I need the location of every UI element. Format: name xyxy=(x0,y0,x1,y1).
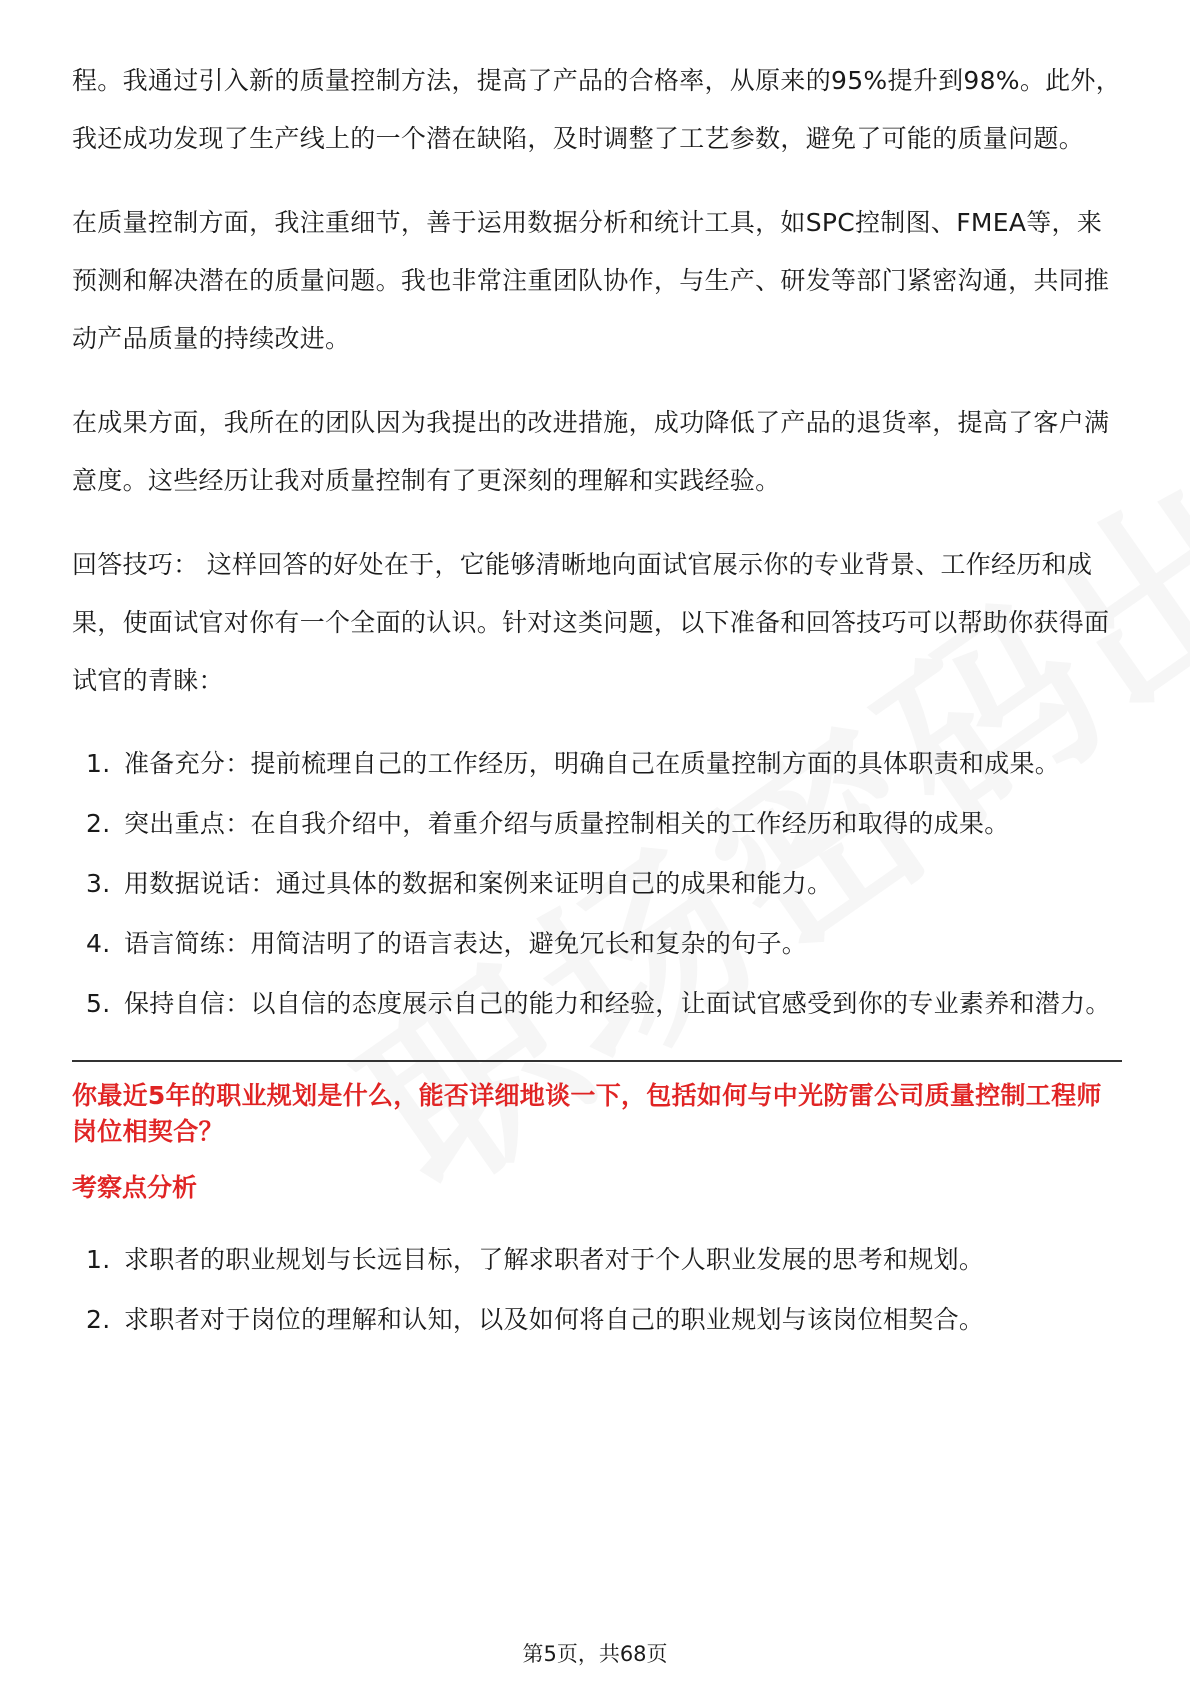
list-number: 5. xyxy=(86,989,111,1018)
list-text: 用数据说话：通过具体的数据和案例来证明自己的成果和能力。 xyxy=(124,869,833,898)
list-item xyxy=(72,736,1122,792)
list-item xyxy=(72,1232,1122,1288)
list-text: 语言简练：用简洁明了的语言表达，避免冗长和复杂的句子。 xyxy=(124,929,808,958)
list-text: 求职者对于岗位的理解和认知，以及如何将自己的职业规划与该岗位相契合。 xyxy=(124,1305,985,1334)
list-number: 2. xyxy=(86,809,111,838)
list-item xyxy=(72,856,1122,912)
analysis-list xyxy=(72,1232,1122,1348)
paragraph-results: 在成果方面，我所在的团队因为我提出的改进措施，成功降低了产品的退货率，提高了客户满意度。这些经历让我对质量控制有了更深刻的理解和实践经验。 xyxy=(72,408,1110,495)
list-number: 3. xyxy=(86,869,111,898)
list-text: 求职者的职业规划与长远目标，了解求职者对于个人职业发展的思考和规划。 xyxy=(124,1245,985,1274)
document-page xyxy=(72,52,1122,1352)
page-footer: 第5页，共68页 xyxy=(522,1642,668,1666)
list-item xyxy=(72,796,1122,852)
list-number: 1. xyxy=(86,1245,111,1274)
interview-question: 你最近5年的职业规划是什么，能否详细地谈一下，包括如何与中光防雷公司质量控制工程师岗位相契合？ xyxy=(72,1081,1102,1146)
list-text: 突出重点：在自我介绍中，着重介绍与质量控制相关的工作经历和取得的成果。 xyxy=(124,809,1010,838)
list-number: 2. xyxy=(86,1305,111,1334)
list-text: 准备充分：提前梳理自己的工作经历，明确自己在质量控制方面的具体职责和成果。 xyxy=(124,749,1061,778)
list-number: 4. xyxy=(86,929,111,958)
list-item xyxy=(72,1292,1122,1348)
list-number: 1. xyxy=(86,749,111,778)
tips-list xyxy=(72,736,1122,1032)
paragraph-experience: 程。我通过引入新的质量控制方法，提高了产品的合格率，从原来的95%提升到98%。此外，我还成功发现了生产线上的一个潜在缺陷，及时调整了工艺参数，避免了可能的质量问题。 xyxy=(72,66,1122,153)
analysis-heading: 考察点分析 xyxy=(72,1173,198,1202)
list-text: 保持自信：以自信的态度展示自己的能力和经验，让面试官感受到你的专业素养和潜力。 xyxy=(124,989,1111,1018)
paragraph-quality-control: 在质量控制方面，我注重细节，善于运用数据分析和统计工具，如SPC控制图、FMEA等，来预测和解决潜在的质量问题。我也非常注重团队协作，与生产、研发等部门紧密沟通，共同推动产品质量的持续改进。 xyxy=(72,208,1110,353)
list-item xyxy=(72,976,1122,1032)
paragraph-answer-tips: 回答技巧： 这样回答的好处在于，它能够清晰地向面试官展示你的专业背景、工作经历和成果，使面试官对你有一个全面的认识。针对这类问题，以下准备和回答技巧可以帮助你获得面试官的青睐： xyxy=(72,550,1110,695)
list-item xyxy=(72,916,1122,972)
section-divider xyxy=(72,1060,1122,1062)
